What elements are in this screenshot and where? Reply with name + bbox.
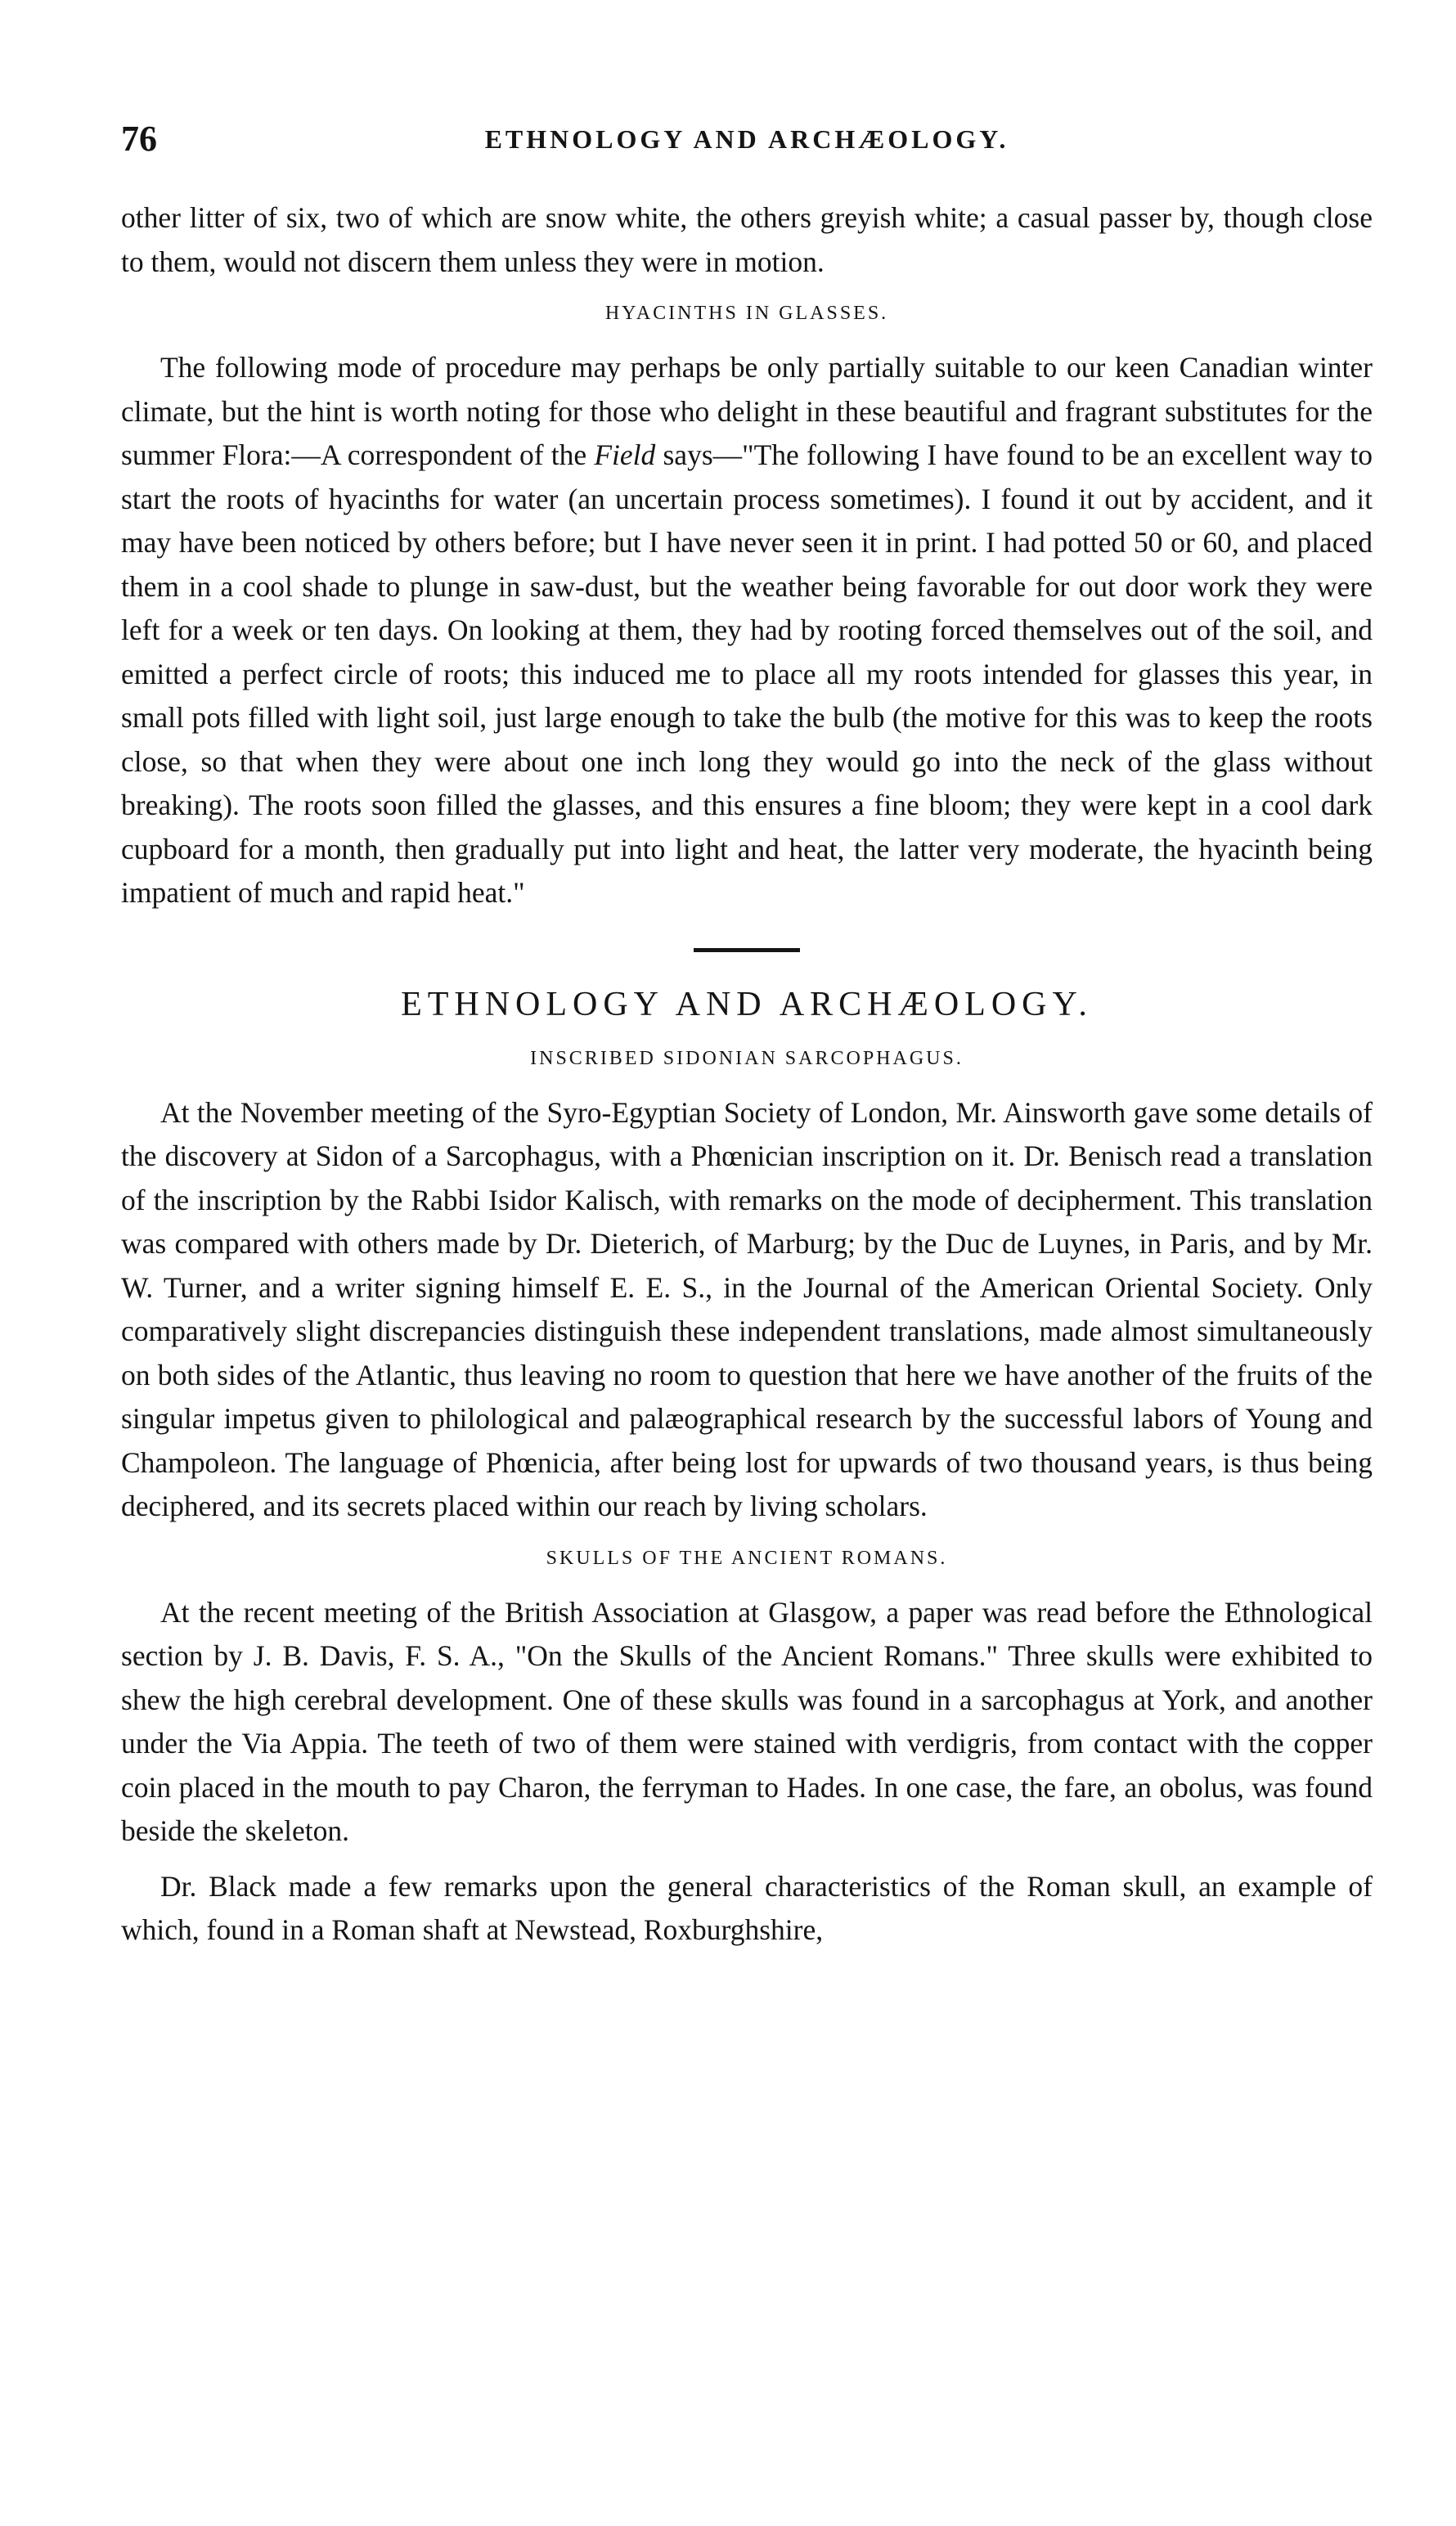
running-head — [121, 115, 1373, 167]
continuation-paragraph: other litter of six, two of which are snow white, the others greyish white; a casual passer by, though close to them, would not discern them unless they were in motion. — [121, 201, 1373, 278]
skulls-heading: SKULLS OF THE ANCIENT ROMANS. — [546, 1547, 948, 1569]
skulls-paragraph: At the recent meeting of the British Association at Glasgow, a paper was read before the Ethnological section by J. B. Davis, F. S. A., "On the Skulls of the Ancient Romans." Three skulls were exhibited to shew the high cerebral development. One of these skulls was found in a sarcophagus at York, and another under the Via Appia. The teeth of two of them were stained with verdigris, from contact with the copper coin placed in the mouth to pay Charon, the ferryman to Hades. In one case, the fare, an obolus, was found beside the skeleton. — [121, 1595, 1373, 1847]
skulls-paragraph-continued: Dr. Black made a few remarks upon the general characteristics of the Roman skull, an example of which, found in a Roman shaft at Newstead, Roxburghshire, — [121, 1869, 1373, 1946]
publication-name: Field — [594, 438, 656, 471]
running-title: ETHNOLOGY AND ARCHÆOLOGY. — [484, 124, 1009, 154]
hyacinths-text-start: The following mode of procedure may perhaps be only partially suitable to our keen Canadian winter climate, but the hint is worth noting for those who delight in these beautiful and fragrant substitutes for the summer Flora:—A correspondent of the — [121, 351, 1373, 471]
page-number: 76 — [121, 119, 157, 159]
hyacinths-heading: HYACINTHS IN GLASSES. — [604, 303, 889, 324]
sarcophagus-heading: INSCRIBED SIDONIAN SARCOPHAGUS. — [530, 1047, 964, 1069]
section-divider — [694, 948, 800, 952]
section-title: ETHNOLOGY AND ARCHÆOLOGY. — [401, 985, 1093, 1023]
sarcophagus-paragraph: At the November meeting of the Syro-Egyptian Society of London, Mr. Ainsworth gave some details of the discovery at Sidon of a Sarcophagus, with a Phœnician inscription on it. Dr. Benisch read a translation of the inscription by the Rabbi Isidor Kalisch, with remarks on the mode of decipherment. This translation was compared with others made by Dr. Dieterich, of Marburg; by the Duc de Luynes, in Paris, and by Mr. W. Turner, and a writer signing himself E. E. S., in the Journal of the American Oriental Society. Only comparatively slight discrepancies distinguish these independent translations, made almost simultaneously on both sides of the Atlantic, thus leaving no room to question that here we have another of the fruits of the singular impetus given to philological and palæographical research by the successful labors of Young and Champoleon. The language of Phœnicia, after being lost for upwards of two thousand years, is thus being deciphered, and its secrets placed within our reach by living scholars. — [121, 1095, 1373, 1522]
hyacinths-text-end: says—"The following I have found to be an excellent way to start the roots of hyacinths for water (an uncertain process sometimes). I found it out by accident, and it may have been noticed by others before; but I have never seen it in print. I had potted 50 or 60, and placed them in a cool shade to plunge in saw-dust, but the weather being favorable for out door work they were left for a week or ten days. On looking at them, they had by rooting forced themselves out of the soil, and emitted a perfect circle of roots; this induced me to place all my roots intended for glasses this year, in small pots filled with light soil, just large enough to take the bulb (the motive for this was to keep the roots close, so that when they were about one inch long they would go into the neck of the glass without breaking). The roots soon filled the glasses, and this ensures a fine bloom; they were kept in a cool dark cupboard for a month, then gradually put into light and heat, the latter very moderate, the hyacinth being impatient of much and rapid heat." — [121, 438, 1373, 909]
hyacinths-paragraph — [121, 346, 1373, 915]
book-page — [121, 115, 1373, 1953]
paragraph-gap — [121, 1854, 1373, 1865]
